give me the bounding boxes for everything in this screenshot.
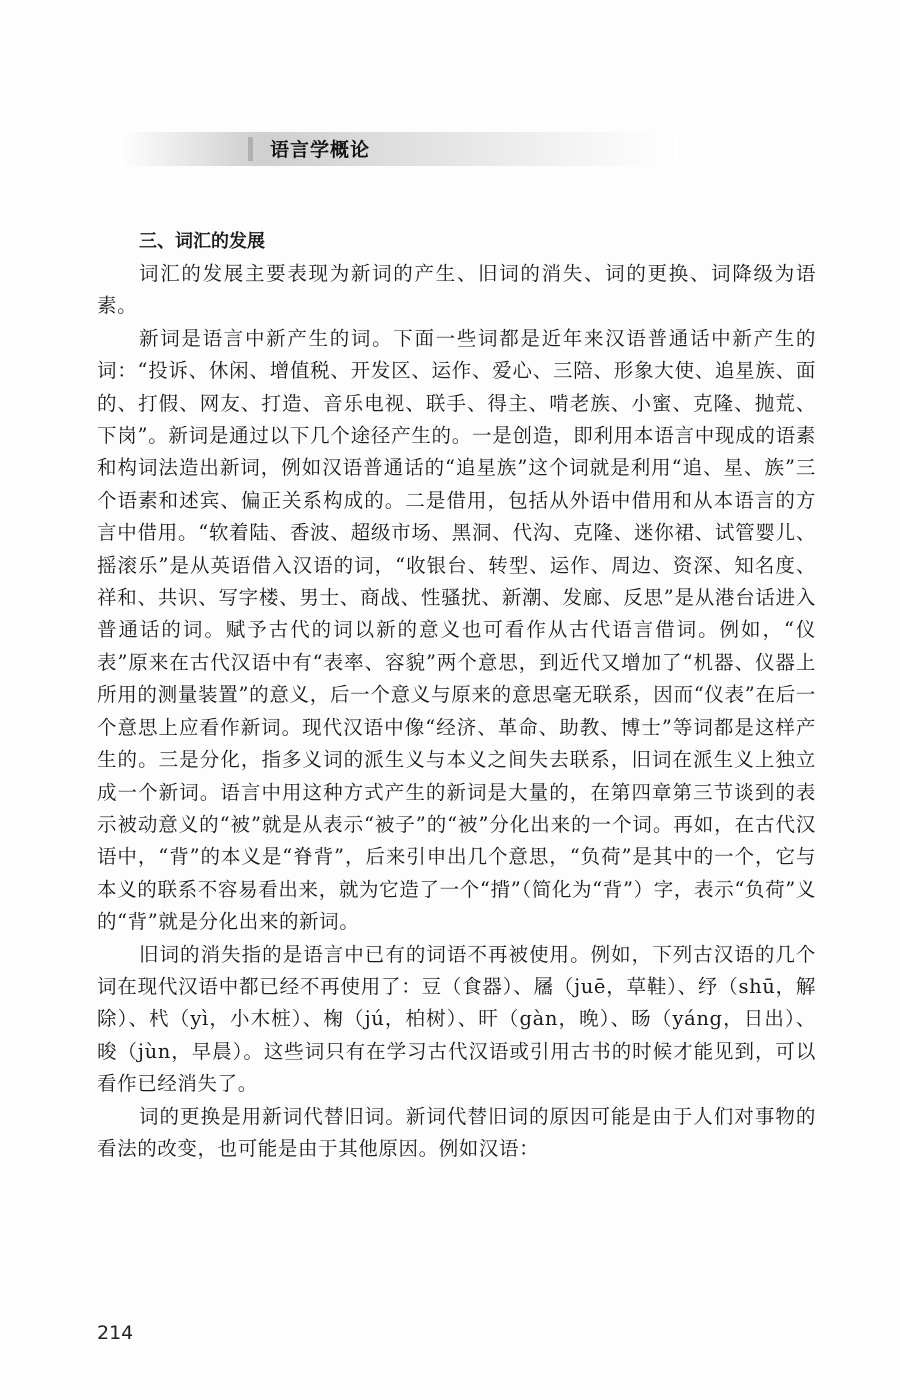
running-header-band xyxy=(118,132,678,166)
page-body xyxy=(97,226,816,1165)
paragraph: 旧词的消失指的是语言中已有的词语不再被使用。例如，下列古汉语的几个词在现代汉语中都已经不再使用了：豆（食器）、屩（juē，草鞋）、纾（shū，解除）、杙（yì，小木桩）、椈（jú，柏树）、旰（gàn，晚）、旸（yáng，日出）、晙（jùn，早晨）。这些词只有在学习古代汉语或引用古书的时候才能见到，可以看作已经消失了。 xyxy=(97,942,816,1096)
paragraph: 新词是语言中新产生的词。下面一些词都是近年来汉语普通话中新产生的词：“投诉、休闲、增值税、开发区、运作、爱心、三陪、形象大使、追星族、面的、打假、网友、打造、音乐电视、联手、得主、啃老族、小蜜、克隆、抛荒、下岗”。新词是通过以下几个途径产生的。一是创造，即利用本语言中现成的语素和构词法造出新词，例如汉语普通话的“追星族”这个词就是利用“追、星、族”三个语素和述宾、偏正关系构成的。二是借用，包括从外语中借用和从本语言的方言中借用。“软着陆、香波、超级市场、黑洞、代沟、克隆、迷你裙、试管婴儿、摇滚乐”是从英语借入汉语的词，“收银台、转型、运作、周边、资深、知名度、祥和、共识、写字楼、男士、商战、性骚扰、新潮、发廊、反思”是从港台话进入普通话的词。赋予古代的词以新的意义也可看作从古代语言借词。例如，“仪表”原来在古代汉语中有“表率、容貌”两个意思，到近代又增加了“机器、仪器上所用的测量装置”的意义，后一个意义与原来的意思毫无联系，因而“仪表”在后一个意思上应看作新词。现代汉语中像“经济、革命、助教、博士”等词都是这样产生的。三是分化，指多义词的派生义与本义之间失去联系，旧词在派生义上独立成一个新词。语言中用这种方式产生的新词是大量的，在第四章第三节谈到的表示被动意义的“被”就是从表示“被子”的“被”分化出来的一个词。再如，在古代汉语中，“背”的本义是“脊背”，后来引申出几个意思，“负荷”是其中的一个，它与本义的联系不容易看出来，就为它造了一个“揹”（简化为“背”）字，表示“负荷”义的“背”就是分化出来的新词。 xyxy=(97,326,816,934)
paragraph: 词的更换是用新词代替旧词。新词代替旧词的原因可能是由于人们对事物的看法的改变，也可能是由于其他原因。例如汉语： xyxy=(97,1104,816,1160)
page-number: 214 xyxy=(97,1322,134,1344)
paragraph: 词汇的发展主要表现为新词的产生、旧词的消失、词的更换、词降级为语素。 xyxy=(97,262,816,318)
section-heading: 三、词汇的发展 xyxy=(139,231,265,252)
running-header-separator xyxy=(248,137,253,161)
running-header-title: 语言学概论 xyxy=(270,139,371,161)
